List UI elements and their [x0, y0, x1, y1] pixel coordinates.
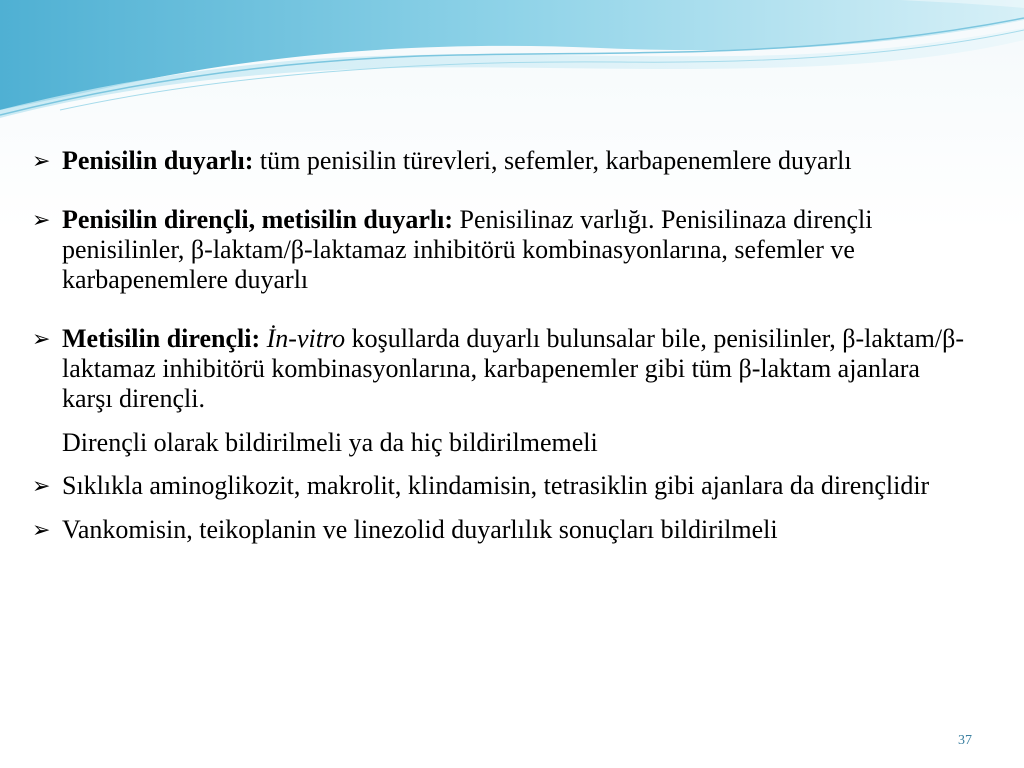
arrow-bullet-icon: ➢ — [32, 148, 51, 173]
bullet-item-2-text: Penisilinaz varlığı. Penisilinaza dirençli penisilinler, β-laktam/β-laktamaz inhibitörü kombinasyonlarına, sefemler ve karbapenemlere duyarlı — [62, 205, 873, 294]
bullet-item-1-bold: Penisilin duyarlı: — [62, 146, 254, 175]
bullet-item-1 — [32, 146, 972, 176]
bullet-item-2-bold: Penisilin dirençli, metisilin duyarlı: — [62, 205, 453, 234]
bullet-item-2 — [32, 205, 972, 295]
bullet-item-5-text: Vankomisin, teikoplanin ve linezolid duyarlılık sonuçları bildirilmeli — [62, 515, 778, 544]
note-text: Dirençli olarak bildirilmeli ya da hiç bildirilmemeli — [62, 428, 598, 457]
bullet-item-3-italic: İn-vitro — [260, 324, 346, 353]
arrow-bullet-icon: ➢ — [32, 207, 51, 232]
bullet-item-5 — [32, 515, 972, 545]
bullet-item-3 — [32, 324, 972, 414]
slide-content — [32, 146, 972, 545]
bullet-item-4 — [32, 471, 972, 501]
header-wave-decoration — [0, 0, 1024, 130]
arrow-bullet-icon: ➢ — [32, 517, 51, 542]
arrow-bullet-icon: ➢ — [32, 473, 51, 498]
page-number: 37 — [958, 733, 972, 748]
arrow-bullet-icon: ➢ — [32, 326, 51, 351]
bullet-item-3-text: koşullarda duyarlı bulunsalar bile, penisilinler, β-laktam/β-laktamaz inhibitörü kombinasyonlarına, karbapenemler gibi tüm β-laktam ajanlara karşı dirençli. — [62, 324, 965, 413]
bullet-item-1-text: tüm penisilin türevleri, sefemler, karbapenemlere duyarlı — [253, 146, 852, 175]
bullet-item-4-text: Sıklıkla aminoglikozit, makrolit, klindamisin, tetrasiklin gibi ajanlara da dirençlidir — [62, 471, 930, 500]
bullet-item-3-bold: Metisilin dirençli: — [62, 324, 261, 353]
